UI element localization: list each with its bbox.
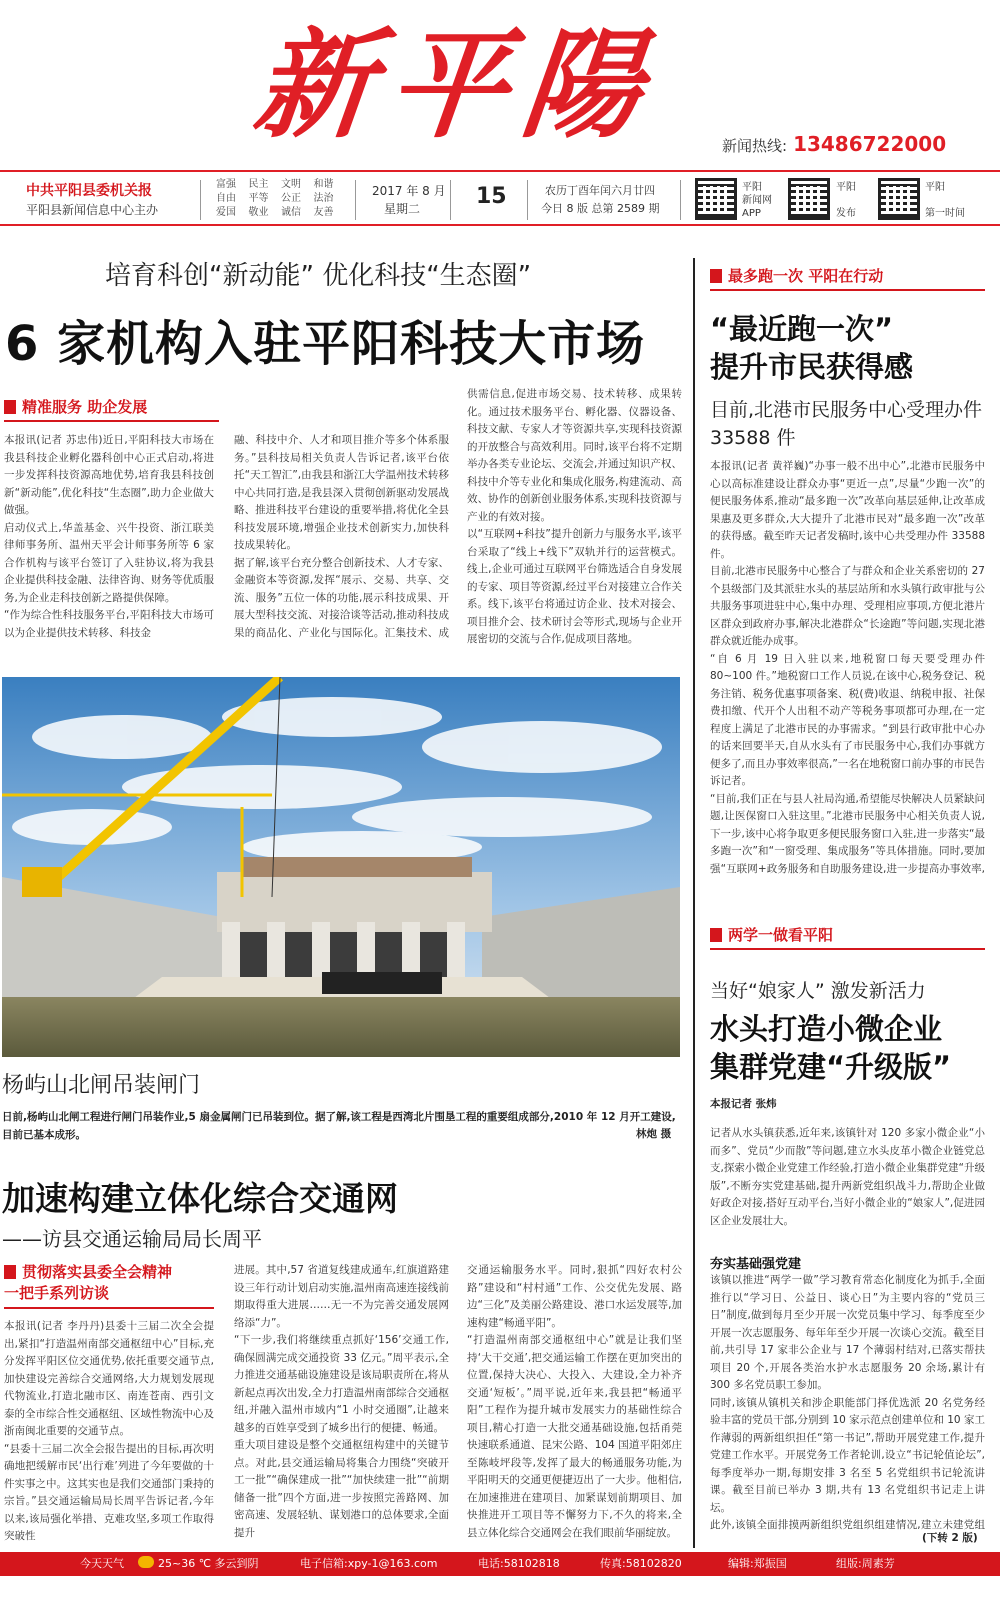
value-word: 公正 [281, 193, 301, 204]
photo-caption-text: 日前,杨屿山北闸工程进行闸门吊装作业,5 扇金属闸门已吊装到位。据了解,该工程是西湾北片围垦工程的重要组成部分,2010 年 12 月开工建设,目前已基本成形。 [2, 1111, 676, 1141]
weather [134, 1552, 259, 1576]
value-word: 文明 [281, 179, 301, 190]
value-word: 富强 [216, 179, 236, 190]
value-word: 和谐 [313, 179, 334, 190]
column-divider [693, 258, 695, 1548]
news-hotline [722, 132, 946, 156]
value-word: 爱国 [216, 207, 236, 218]
info-bar [0, 170, 1000, 226]
value-word: 自由 [216, 193, 236, 204]
construction-photo [2, 677, 680, 1057]
contact-email: 电子信箱:xpy-1@163.com [300, 1557, 438, 1570]
right1-body: 本报讯(记者 黄祥巍)“办事一般不出中心”,北港市民服务中心以高标准建设让群众办事“更近一点”,尽量“少跑一次”的便民服务体系,推动“最多跑一次”改革向基层延伸,让改革成果惠及更多群众,大大提升了北港市民对“最多跑一次”改革的获得感。截至昨天记者发稿时,该中心共受理办件 33588 件。 目前,北港市民服务中心整合了与群众和企业关系密切的 27 个县级部门及其派驻水头的基层站所和水头镇行政审批与公共服务事项进驻中心,集中办理、受理相应事项,方便北港片区群众到政府办事,解决北港群众“长途跑”等问题,实现北港群众就近能办成事。 “自 6 月 19 日入驻以来,地税窗口每天要受理办件 80~100 件。”地税窗口工作人员说,在该中心,税务登记、税务注销、税务优惠事项备案、税(费)收退、纳税申报、社保费扣缴、代开个人出租不动产等税务事项都可办理,在一定程度上满足了北港市民的办事需求。“到县行政审批中心办的话来回要半天,自从水头有了市民服务中心,我们办事就方便多了,而且办事效率很高,”一名在地税窗口前办事的市民告诉记者。 “目前,我们正在与县人社局沟通,希望能尽快解决人员紧缺问题,让医保窗口入驻这里。”北港市民服务中心相关负责人说,下一步,该中心将争取更多便民服务窗口入驻,进一步落实“最多跑一次”和“一窗受理、集成服务”等具体措施。同时,要加强“互联网+政务服务和自助服务建设,进一步提高办事效率, [710, 460, 985, 875]
article2-section-tag: 贯彻落实县委全会精神 一把手系列访谈 [4, 1262, 214, 1309]
weather-text: 25~36 ℃ 多云到阴 [158, 1557, 259, 1570]
lunar-date: 农历丁酉年闰六月廿四 [545, 184, 655, 197]
lead-body-col3: 供需信息,促进市场交易、技术转移、成果转化。通过技术服务平台、孵化器、仪器设备、科技文献、专家人才等资源共享,实现科技资源的开放整合与高效利用。同时,该平台将不定期举办各类专业论坛、交流会,并通过知识产权、科技中介等专业化和集成化服务,构建流动、高效、协作的创新创业服务体系,实现科技资源与产业的有效对接。 以“互联网+科技”提升创新力与服务水平,该平台采取了“线上+线下”双轨并行的运营模式。线上,企业可通过互联网平台筛选适合自身发展的专家、项目等资源,经过平台对接建立合作关系。线下,该平台将通过访企业、技术对接会、项目推介会、技术研讨会等形式,现场与企业开展密切的交流与合作,促成项目落地。 [467, 388, 682, 645]
lead-body-col2: 融、科技中介、人才和项目推介等多个体系服务。”县科技局相关负责人告诉记者,该平台依托“天工智汇”,由我县和浙江大学温州技术转移中心共同打造,是我县深入贯彻创新驱动发展战略、推进科技平台建设的重要举措,将优化全县科技发展环境,增强企业技术创新实力,加快科技成果转化。 据了解,该平台充分整合创新技术、人才专家、金融资本等资源,发挥“展示、交易、共享、交流、服务”五位一体的功能,展示科技成果、开展大型科技交流、对接洽谈等活动,推动科技成果的商品化、产业化与国际化。汇集技术、成 [234, 434, 449, 639]
contact-phone: 电话:58102818 [478, 1557, 560, 1570]
qr-code-icon[interactable] [695, 178, 737, 220]
photo-caption [2, 1108, 680, 1144]
right2-body2: 该镇以推进“两学一做”学习教育常态化制度化为抓手,全面推行以“学习日、公益日、谈心日”为主要内容的“党员三日”制度,做到每月至少开展一次党员集中学习、每季度至少开展一次志愿服务、每年年至少开展一次谈心交流。截至目前,共引导 17 家非公企业与 17 个薄弱村结对,已落实帮扶项目 20 个,开展各类治水护水志愿服务 20 余场,累计有 300 多名党员职工参加。 同时,该镇从镇机关和涉企职能部门择优选派 20 名党务经验丰富的党员干部,分别到 10 家示范点创建单位和 10 家工作薄弱的两新组织担任“第一书记”,帮助开展党建工作,提升党建工作水平。开展党务工作者轮训,设立“书记轮值论坛”,每季度举办一期,每期安排 3 名至 5 名党组织书记轮流讲课。截至目前已举办 3 期,共有 13 名党组织书记走上讲坛。 此外,该镇全面排摸两新组织党组织组建情况,建立未建党组 [710, 1274, 985, 1530]
partly-cloudy-icon [138, 1556, 154, 1568]
lead-section-tag: 精准服务 助企发展 [4, 396, 219, 422]
right1-section-tag: 最多跑一次 平阳在行动 [710, 265, 985, 291]
right2-subheadline: 当好“娘家人” 激发新活力 [710, 980, 926, 1002]
issue-date: 2017 年 8 月 [372, 184, 446, 198]
publisher-org: 中共平阳县委机关报 [26, 183, 152, 199]
right2-section-tag: 两学一做看平阳 [710, 924, 985, 950]
contact-fax: 传真:58102820 [600, 1557, 682, 1570]
weather-label: 今天天气 [80, 1557, 124, 1570]
page-number: 15 [476, 184, 507, 209]
layout-editor: 组版:周素芳 [836, 1557, 895, 1570]
masthead-title: 新平陽 [247, 15, 665, 154]
sluice-gate-photo [2, 677, 680, 1057]
qr-label: 平阳 第一时间 [925, 182, 965, 219]
right2-subsection: 夯实基础强党建 [710, 1257, 802, 1272]
value-word: 民主 [248, 179, 269, 190]
right2-body1: 记者从水头镇获悉,近年来,该镇针对 120 多家小微企业“小而多”、党员“少而散”等问题,建立水头皮革小微企业链党总支,探索小微企业党建工作经验,打造小微企业集群党建“升级版”,不断夯实党建基础,提升两新党组织战斗力,帮助企业做好政企对接,搭好互动平台,当好小微企业的“娘家人”,促进园区企业发展壮大。 [710, 1127, 985, 1227]
editor: 编辑:郑振国 [728, 1557, 787, 1570]
value-word: 法治 [313, 193, 334, 204]
value-word: 平等 [248, 193, 269, 204]
photo-caption-title: 杨屿山北闸吊装闸门 [2, 1073, 201, 1098]
core-values [216, 178, 346, 220]
publisher-host: 平阳县新闻信息中心主办 [26, 203, 159, 217]
edition-info: 今日 8 版 总第 2589 期 [541, 202, 660, 215]
qr-code-icon[interactable] [788, 178, 830, 220]
qr-code-icon[interactable] [878, 178, 920, 220]
hotline-number: 13486722000 [793, 132, 947, 156]
continued-note: (下转 2 版) [922, 1532, 978, 1544]
value-word: 友善 [313, 207, 334, 218]
issue-weekday: 星期二 [384, 202, 421, 216]
lead-headline[interactable]: 6 家机构入驻平阳科技大市场 [5, 316, 646, 372]
article2-body-col3: 交通运输服务水平。同时,狠抓“四好农村公路”建设和“村村通”工作、公交优先发展、路边“三化”及美丽公路建设、港口水运发展等,加速构建“畅通平阳”。 “打造温州南部交通枢纽中心”就是让我们坚持‘大干交通’,把交通运输工作摆在更加突出的位置,保持大决心、大投入、大建设,全力补齐交通‘短板’。”周平说,近年来,我县把“畅通平阳”工程作为提升城市发展实力的基础性综合项目,精心打造一大批交通基础设施,包括甬莞快速联系通道、昆宋公路、104 国道平阳郊庄至陈岐坪段等,发挥了最大的畅通服务功能,为平阳明天的交通更便捷迈出了一大步。他相信,在加速推进在建项目、加紧谋划前期项目、加快推进开工项目等不懈努力下,不久的将来,全县立体化综合交通网会在我们眼前华丽绽放。 [467, 1264, 682, 1539]
article2-headline[interactable]: 加速构建立体化综合交通网 [2, 1179, 398, 1218]
qr-label: 平阳 发布 [836, 182, 856, 219]
photo-credit: 林炮 摄 [636, 1128, 672, 1140]
article2-body-col1: 本报讯(记者 李丹丹)县委十三届二次全会提出,紧扣“打造温州南部交通枢纽中心”目标,充分发挥平阳区位交通优势,依托重要交通节点,加快建设完善综合交通网络,大力规划发展现代物流业,打造北融市区、南连苍南、西引文泰的全市综合性交通枢纽、区域性物流中心及浙南闽北重要的交通节点。 “县委十三届二次全会报告提出的目标,再次明确地把缓解市民‘出行难’列进了今年要做的十件实事之中。这其实也是我们交通部门秉持的宗旨。”县交通运输局局长周平告诉记者,今年以来,该局强化举措、克难攻坚,多项工作取得突破性 [4, 1320, 214, 1542]
qr-label: 平阳 新闻网 APP [742, 182, 772, 219]
article2-body-col2: 进展。其中,57 省道复线建成通车,红旗道路建设三年行动计划启动实施,温州南高速连接线前期取得重大进展……无一不为完善交通发展网络添“力”。 “下一步,我们将继续重点抓好‘156’交通工作,确保圆满完成交通投资 33 亿元。”周平表示,全力推进交通基础设施建设是该局职责所在,将从新起点再次出发,全力打造温州南部综合交通枢纽,并融入温州市域内“1 小时交通圈”,让越来越多的百姓享受到了城乡出行的便捷、畅通。 重大项目建设是整个交通枢纽构建中的关键节点。对此,县交通运输局将集合力围绕“突破开工一批”“确保建成一批”“加快续建一批”“前期储备一批”四个方面,进一步按照完善路网、加密高速、发展轻轨、谋划港口的总体要求,全面提升 [234, 1264, 449, 1539]
right1-headline[interactable]: “最近跑一次” 提升市民获得感 [710, 312, 914, 384]
lead-body-col1: 本报讯(记者 苏忠伟)近日,平阳科技大市场在我县科技企业孵化器科创中心正式启动,将进一步发挥科技资源高地优势,培育我县科技创新“新动能”,优化科技“生态圈”,助力企业做大做强。 启动仪式上,华盖基金、兴牛投资、浙江联美律师事务所、温州天平会计师事务所等 6 家合作机构与该平台签订了入驻协议,将为我县企业提供科技金融、法律咨询、财务等优质服务,为企业走科技创新之路提供保障。 “作为综合性科技服务平台,平阳科技大市场可以为企业提供技术转移、科技金 [4, 434, 214, 639]
footer-bar [0, 1552, 1000, 1576]
value-word: 敬业 [248, 207, 269, 218]
hotline-label: 新闻热线: [722, 137, 788, 155]
right2-byline: 本报记者 张炜 [710, 1098, 777, 1110]
value-word: 诚信 [281, 207, 301, 218]
right1-subheadline: 目前,北港市民服务中心受理办件 33588 件 [710, 399, 983, 449]
lead-subheadline: 培育科创“新动能” 优化科技“生态圈” [105, 261, 532, 291]
right2-headline[interactable]: 水头打造小微企业 集群党建“升级版” [710, 1012, 952, 1084]
article2-subtitle: ——访县交通运输局局长周平 [2, 1227, 262, 1251]
